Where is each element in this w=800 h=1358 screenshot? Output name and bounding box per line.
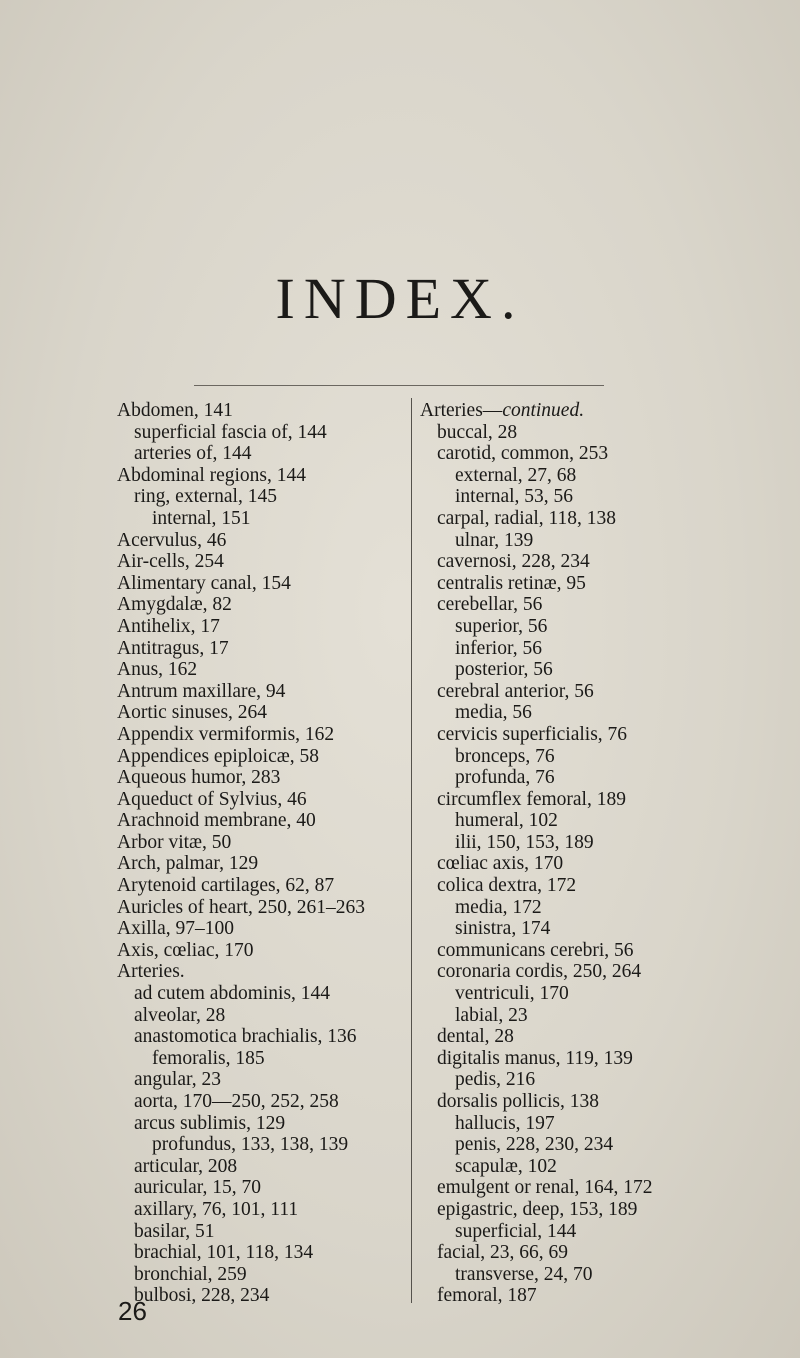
index-entry: digitalis manus, 119, 139 — [437, 1047, 633, 1069]
index-entry: internal, 53, 56 — [455, 486, 574, 508]
index-entry: internal, 151 — [152, 507, 251, 529]
left-index-column — [117, 400, 365, 1307]
index-entry: epigastric, deep, 153, 189 — [437, 1198, 638, 1220]
index-entry: Aortic sinuses, 264 — [117, 702, 268, 724]
index-entry: Anus, 162 — [117, 659, 198, 681]
index-entry: transverse, 24, 70 — [455, 1263, 593, 1285]
index-entry: humeral, 102 — [455, 810, 558, 832]
index-entry: Arch, palmar, 129 — [117, 853, 259, 875]
index-entry: cerebellar, 56 — [437, 594, 543, 616]
index-entry: Antitragus, 17 — [117, 637, 229, 659]
index-entry: Auricles of heart, 250, 261–263 — [117, 896, 366, 918]
index-entry: labial, 23 — [455, 1004, 528, 1026]
index-entry: Amygdalæ, 82 — [117, 594, 232, 616]
index-entry: communicans cerebri, 56 — [437, 939, 634, 961]
index-entry: carotid, common, 253 — [437, 443, 609, 465]
index-entry: arteries of, 144 — [134, 443, 252, 465]
index-entry: Aqueous humor, 283 — [117, 767, 281, 789]
index-entry: femoral, 187 — [437, 1285, 537, 1307]
index-entry: ad cutem abdominis, 144 — [134, 983, 331, 1005]
index-entry: superficial fascia of, 144 — [134, 421, 327, 443]
index-entry: ring, external, 145 — [134, 486, 277, 508]
index-entry: angular, 23 — [134, 1069, 221, 1091]
index-entry: femoralis, 185 — [152, 1047, 265, 1069]
index-entry: dorsalis pollicis, 138 — [437, 1091, 599, 1112]
index-entry: bulbosi, 228, 234 — [134, 1285, 270, 1307]
column-divider — [411, 398, 412, 1303]
index-entry: Arbor vitæ, 50 — [117, 831, 232, 853]
index-entry: facial, 23, 66, 69 — [437, 1242, 569, 1264]
index-entry: bronchial, 259 — [134, 1263, 247, 1285]
index-entry: basilar, 51 — [134, 1220, 215, 1242]
index-entry: coronaria cordis, 250, 264 — [437, 961, 642, 983]
index-entry: ulnar, 139 — [455, 529, 534, 551]
index-entry: auricular, 15, 70 — [134, 1177, 262, 1199]
index-entry: centralis retinæ, 95 — [437, 572, 586, 594]
index-entry: circumflex femoral, 189 — [437, 788, 626, 810]
index-entry: posterior, 56 — [455, 659, 553, 681]
index-entry: emulgent or renal, 164, 172 — [437, 1177, 653, 1199]
index-entry: ventriculi, 170 — [455, 983, 569, 1005]
index-entry: anastomotica brachialis, 136 — [134, 1026, 357, 1048]
title-rule — [194, 385, 604, 386]
index-entry: ilii, 150, 153, 189 — [455, 831, 594, 853]
index-entry: hallucis, 197 — [455, 1112, 555, 1134]
index-entry: Air-cells, 254 — [117, 551, 224, 573]
index-entry: bronceps, 76 — [455, 745, 555, 767]
index-entry: cœliac axis, 170 — [437, 853, 564, 875]
index-entry: cerebral anterior, 56 — [437, 680, 594, 702]
page-number: 26 — [118, 1296, 147, 1326]
index-entry: Antihelix, 17 — [117, 615, 220, 637]
index-entry: carpal, radial, 118, 138 — [437, 507, 617, 529]
index-entry: pedis, 216 — [455, 1069, 536, 1091]
index-entry: Antrum maxillare, 94 — [117, 680, 286, 702]
index-entry: arcus sublimis, 129 — [134, 1112, 286, 1134]
index-entry: Abdominal regions, 144 — [117, 464, 307, 486]
index-entry: cavernosi, 228, 234 — [437, 551, 590, 573]
index-entry: Acervulus, 46 — [117, 529, 227, 551]
heading-main: Arteries— — [420, 400, 503, 421]
continued-heading — [420, 400, 653, 422]
index-entry: Appendices epiploicæ, 58 — [117, 745, 319, 767]
index-entry: superficial, 144 — [455, 1220, 577, 1242]
index-entry: alveolar, 28 — [134, 1004, 226, 1026]
index-entry: axillary, 76, 101, 111 — [134, 1198, 299, 1220]
index-entry: Arachnoid membrane, 40 — [117, 810, 316, 832]
index-entry: Arteries. — [117, 961, 185, 983]
index-entry: articular, 208 — [134, 1155, 238, 1177]
index-entry: cervicis superficialis, 76 — [437, 723, 628, 745]
index-entry: Abdomen, 141 — [117, 400, 233, 421]
index-entry: scapulæ, 102 — [455, 1155, 557, 1177]
heading-continued: continued. — [502, 400, 585, 421]
index-entry: superior, 56 — [455, 615, 548, 637]
index-entry: inferior, 56 — [455, 637, 542, 659]
index-entry: Arytenoid cartilages, 62, 87 — [117, 875, 335, 897]
index-entry: sinistra, 174 — [455, 918, 551, 940]
index-entry: Aqueduct of Sylvius, 46 — [117, 788, 307, 810]
index-entry: Axilla, 97–100 — [117, 918, 234, 940]
index-entry: profunda, 76 — [455, 767, 555, 789]
index-entry: external, 27, 68 — [455, 464, 577, 486]
index-entry: Axis, cœliac, 170 — [117, 939, 254, 961]
right-index-column — [420, 400, 653, 1307]
index-entry: Alimentary canal, 154 — [117, 572, 291, 594]
index-entry: media, 56 — [455, 702, 532, 724]
page-title: INDEX. — [275, 266, 525, 331]
index-entry: colica dextra, 172 — [437, 875, 577, 897]
index-entry: Appendix vermiformis, 162 — [117, 723, 335, 745]
index-entry: buccal, 28 — [437, 421, 518, 443]
index-entry: media, 172 — [455, 896, 542, 918]
index-entry: brachial, 101, 118, 134 — [134, 1242, 314, 1264]
index-entry: aorta, 170—250, 252, 258 — [134, 1091, 339, 1112]
index-entry: profundus, 133, 138, 139 — [152, 1134, 349, 1156]
index-entry: penis, 228, 230, 234 — [455, 1134, 614, 1156]
index-entry: dental, 28 — [437, 1026, 514, 1048]
